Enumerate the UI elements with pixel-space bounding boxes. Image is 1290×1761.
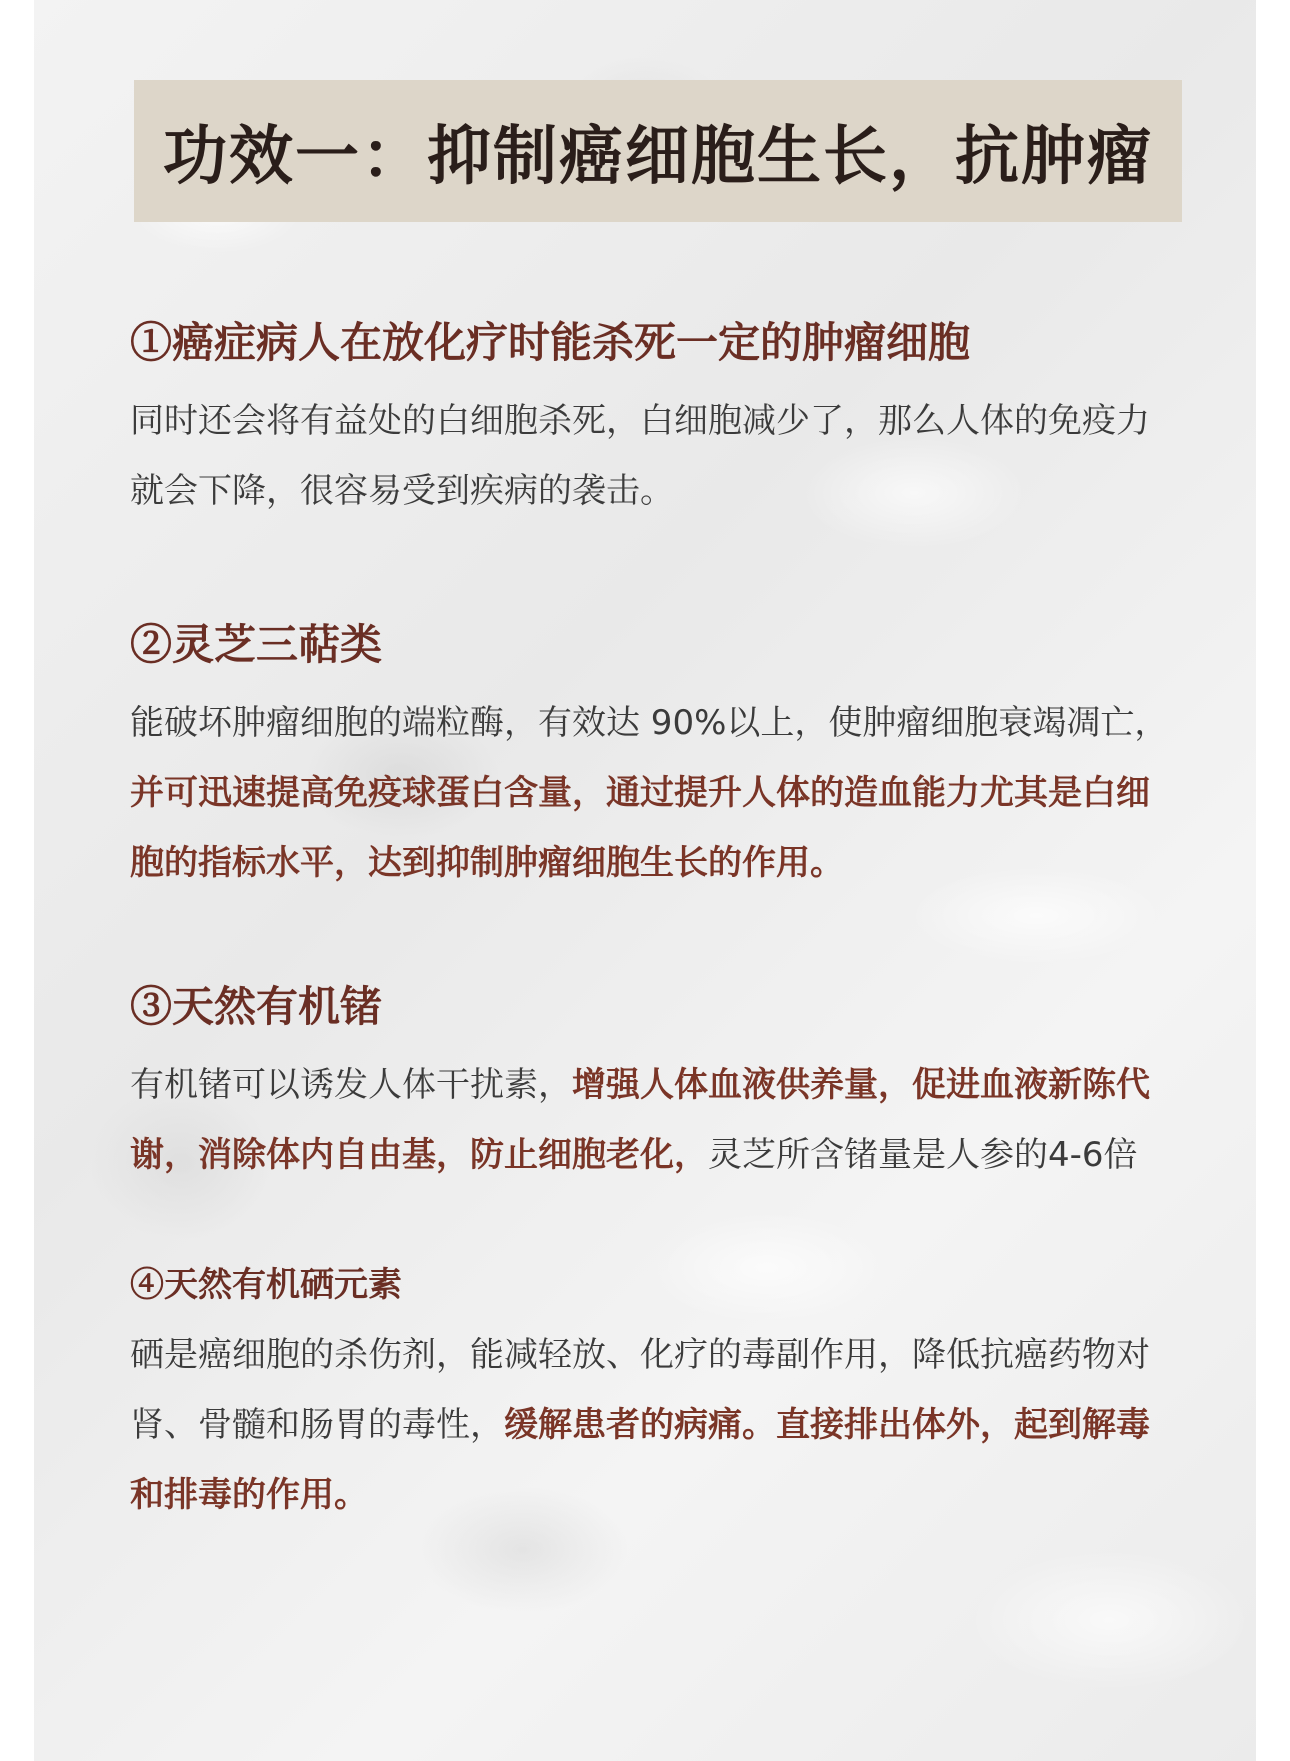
highlight-segment: 并可迅速提高免疫球蛋白含量，通过提升人体的造血能力尤其是白细胞的指标水平，达到抑制肿瘤细胞生长的作用。 — [130, 773, 1150, 883]
body-segment: 硒是癌细胞的杀伤剂，能减轻放、化疗的毒副作用，降低抗癌药物对肾、骨髓和肠胃的毒性， — [130, 1335, 1150, 1445]
highlight-segment: 缓解患者的病痛。直接排出体外，起到解毒和排毒的作用。 — [130, 1405, 1150, 1515]
section-body — [130, 688, 1170, 898]
title-banner — [134, 80, 1182, 222]
section-body — [130, 386, 1170, 526]
section-heading: ②灵芝三萜类 — [130, 620, 383, 669]
body-segment: 同时还会将有益处的白细胞杀死，白细胞减少了，那么人体的免疫力就会下降，很容易受到疾病的袭击。 — [130, 401, 1150, 511]
section-2 — [130, 602, 1170, 898]
section-4 — [130, 1250, 1170, 1530]
section-heading: ④天然有机硒元素 — [130, 1265, 402, 1305]
section-heading: ①癌症病人在放化疗时能杀死一定的肿瘤细胞 — [130, 318, 971, 367]
body-segment: 有机锗可以诱发人体干扰素， — [130, 1065, 572, 1105]
section-body — [130, 1320, 1170, 1530]
section-body — [130, 1050, 1170, 1190]
page-title: 功效一：抑制癌细胞生长，抗肿瘤 — [163, 119, 1153, 194]
content — [130, 300, 1170, 1530]
section-heading: ③天然有机锗 — [130, 982, 383, 1031]
body-segment: 灵芝所含锗量是人参的4-6倍 — [708, 1135, 1138, 1175]
section-3 — [130, 964, 1170, 1190]
body-segment: 能破坏肿瘤细胞的端粒酶，有效达 90%以上，使肿瘤细胞衰竭凋亡， — [130, 703, 1169, 743]
highlight-segment: 增强人体血液供养量，促进血液新陈代谢，消除体内自由基，防止细胞老化， — [130, 1065, 1150, 1175]
section-1 — [130, 300, 1170, 526]
